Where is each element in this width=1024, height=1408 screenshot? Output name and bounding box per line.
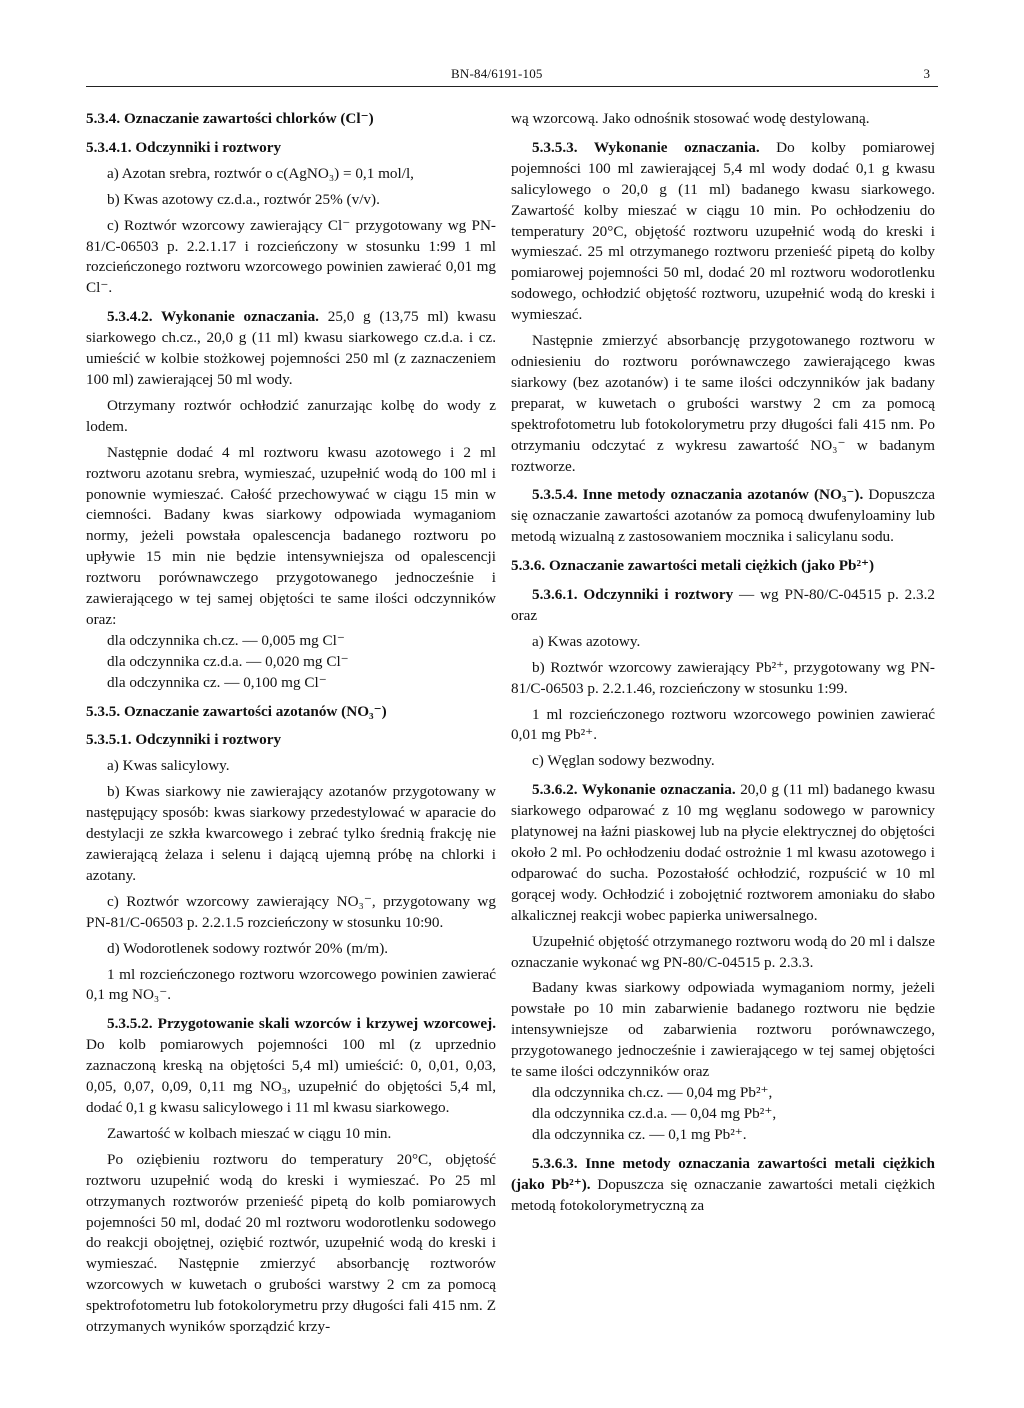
paragraph: Badany kwas siarkowy odpowiada wymaganiom normy, jeżeli powstałe po 10 min zabarwienie badanego roztworu nie będzie intensywniejsze od zabarwienia roztworu porównawczego, przygotowanego jednocześnie i zawierającego w tej samej objętości te same ilości odczynników oraz <box>511 979 935 1081</box>
paragraph: a) Azotan srebra, roztwór o c(AgNO₃) = 0,1 mol/l, <box>107 164 414 182</box>
left-column <box>86 109 496 1338</box>
paragraph: c) Roztwór wzorcowy zawierający NO₃⁻, przygotowany wg PN-81/C-06503 p. 2.2.1.5 rozcieńczony w stosunku 10:90. <box>86 892 496 931</box>
section-heading: 5.3.4.1. Odczynniki i roztwory <box>86 138 282 156</box>
section-heading: 5.3.5.2. Przygotowanie skali wzorców i krzywej wzorcowej. <box>107 1015 496 1033</box>
section-heading: 5.3.6. Oznaczanie zawartości metali ciężkich (jako Pb²⁺) <box>511 557 875 575</box>
limit-line: dla odczynnika ch.cz. — 0,04 mg Pb²⁺, <box>532 1083 773 1101</box>
paragraph: Następnie dodać 4 ml roztworu kwasu azotowego i 2 ml roztworu azotanu srebra, wymieszać, uzupełnić wodą do 100 ml i ponownie wymieszać. Całość przechowywać w ciągu 15 min w ciemności. Badany kwas siarkowy odpowiada wymaganiom normy, jeżeli powstała opalescencja badanego roztworu po upływie 15 min nie będzie intensywniejsza od opalescencji roztworu porównawczego przygotowanego jednocześnie i zawierającego w tej samej objętości te same ilości odczynników oraz: <box>86 443 496 628</box>
section-paragraph <box>511 1154 935 1217</box>
paragraph-text: 25,0 g (13,75 ml) kwasu siarkowego ch.cz., 20,0 g (11 ml) kwasu siarkowego cz.d.a. i cz. umieścić w kolbie stożkowej pojemności 250 ml (z zaznaczeniem 100 ml) zawierającej 50 ml wody. <box>86 308 496 388</box>
paragraph: 1 ml rozcieńczonego roztworu wzorcowego powinien zawierać 0,01 mg Pb²⁺. <box>511 705 935 744</box>
paragraph: Zawartość w kolbach mieszać w ciągu 10 min. <box>107 1124 392 1142</box>
header-rule <box>86 86 938 87</box>
section-paragraph <box>511 485 935 548</box>
paragraph: Następnie zmierzyć absorbancję przygotowanego roztworu w odniesieniu do roztworu porównawczego zawierającego kwas siarkowy (bez azotanów) i te same ilości odczynników jak badany preparat, w kuwetach o grubości warstwy 2 cm za pomocą spektrofotometru lub fotokolorymetru przy długości fali 415 nm. Po otrzymaniu odczytać z wykresu zawartość NO₃⁻ w badanym roztworze. <box>511 332 935 475</box>
paragraph: Otrzymany roztwór ochłodzić zanurzając kolbę do wody z lodem. <box>86 396 496 435</box>
limit-line: dla odczynnika cz. — 0,100 mg Cl⁻ <box>107 673 327 691</box>
section-heading: 5.3.6.1. Odczynniki i roztwory <box>532 586 734 604</box>
section-paragraph <box>511 585 935 627</box>
paragraph: a) Kwas azotowy. <box>532 632 641 650</box>
paragraph: b) Kwas siarkowy nie zawierający azotanów przygotowany w następujący sposób: kwas siarkowy przedestylować w aparacie do destylacji ze szkła kwarcowego i zebrać tylko średnią frakcję nie zawierającą żelaza i selenu i dającą ujemną próbę na chlorki i azotany. <box>86 783 496 884</box>
section-heading: 5.3.5. Oznaczanie zawartości azotanów (NO₃⁻) <box>86 702 387 720</box>
section-paragraph <box>86 307 496 391</box>
limit-line: dla odczynnika cz.d.a. — 0,04 mg Pb²⁺, <box>532 1104 777 1122</box>
paragraph-text: Do kolby pomiarowej pojemności 100 ml zawierającej 5,4 ml wody dodać 0,1 g kwasu salicylowego o 20,0 g (11 ml) badanego kwasu siarkowego. Zawartość kolby mieszać w ciągu 10 min. Po ochłodzeniu do temperatury 20°C, objętość roztworu uzupełnić wodą do kreski i wymieszać. 25 ml otrzymanego roztworu przenieść pipetą do kolby pomiarowej pojemności 50 ml, dodać 20 ml roztworu wodorotlenku sodowego, ochłodzić objętość roztworu, uzupełnić wodą do kreski i wymieszać. <box>511 138 935 324</box>
section-paragraph <box>511 780 935 926</box>
right-column <box>511 109 935 1216</box>
page-number: 3 <box>923 66 930 81</box>
section-paragraph <box>86 1014 496 1119</box>
paragraph: Uzupełnić objętość otrzymanego roztworu wodą do 20 ml i dalsze oznaczanie wykonać wg PN-80/C-04515 p. 2.3.3. <box>511 932 935 971</box>
section-heading: 5.3.6.2. Wykonanie oznaczania. <box>532 781 736 799</box>
paragraph: a) Kwas salicylowy. <box>107 757 230 775</box>
section-heading: 5.3.5.3. Wykonanie oznaczania. <box>532 138 760 156</box>
paragraph: c) Roztwór wzorcowy zawierający Cl⁻ przygotowany wg PN-81/C-06503 p. 2.2.1.17 i rozcieńczony w stosunku 1:99 1 ml rozcieńczonego roztworu wzorcowego powinien zawierać 0,01 mg Cl⁻. <box>86 216 496 297</box>
paragraph: Po oziębieniu roztworu do temperatury 20°C, objętość roztworu uzupełnić wodą do kreski i wymieszać. Po 25 ml otrzymanych roztworów przenieść pipetą do kolb pomiarowych pojemności 50 ml, dodać 20 ml roztworu wodorotlenku sodowego do reakcji obojętnej, oziębić roztwór, uzupełnić wodą do kreski i wymieszać. Następnie zmierzyć absorbancję roztworów wzorcowych w kuwetach o grubości warstwy 2 cm za pomocą spektrofotometru lub fotokolorymetru przy długości fali 415 nm. Z otrzymanych wyników sporządzić krzy- <box>86 1150 496 1336</box>
paragraph-text: Dopuszcza się oznaczanie zawartości metali ciężkich metodą fotokolorymetryczną za <box>511 1175 935 1214</box>
paragraph-text: 20,0 g (11 ml) badanego kwasu siarkowego odparować z 10 mg węglanu sodowego w parownicy platynowej na łaźni piaskowej lub na płycie elektrycznej do objętości około 2 ml. Po ochłodzeniu dodać ostrożnie 1 ml kwasu azotowego i odparować do sucha. Pozostałość ochłodzić, rozpuścić w 10 ml gorącej wody. Ochłodzić i zobojętnić roztworem amoniaku do słabo alkalicznej reakcji wobec papierka uniwersalnego. <box>511 781 935 924</box>
limit-line: dla odczynnika cz.d.a. — 0,020 mg Cl⁻ <box>107 652 349 670</box>
paragraph-continuation: wą wzorcową. Jako odnośnik stosować wodę destylowaną. <box>511 110 870 127</box>
section-heading: 5.3.4.2. Wykonanie oznaczania. <box>107 308 319 326</box>
section-heading: 5.3.4. Oznaczanie zawartości chlorków (Cl⁻) <box>86 110 374 127</box>
section-heading: 5.3.6.3. Inne metody oznaczania zawartości metali ciężkich (jako Pb²⁺). <box>511 1154 935 1193</box>
document-code: BN-84/6191-105 <box>451 66 543 81</box>
limit-line: dla odczynnika cz. — 0,1 mg Pb²⁺. <box>532 1125 747 1143</box>
limit-line: dla odczynnika ch.cz. — 0,005 mg Cl⁻ <box>107 631 345 649</box>
paragraph-text: — wg PN-80/C-04515 p. 2.3.2 oraz <box>511 586 935 624</box>
section-heading: 5.3.5.1. Odczynniki i roztwory <box>86 731 282 749</box>
section-heading: 5.3.5.4. Inne metody oznaczania azotanów (NO₃⁻). <box>532 486 864 504</box>
paragraph: b) Roztwór wzorcowy zawierający Pb²⁺, przygotowany wg PN-81/C-06503 p. 2.2.1.46, rozcieńczony w stosunku 1:99. <box>511 658 935 697</box>
paragraph: 1 ml rozcieńczonego roztworu wzorcowego powinien zawierać 0,1 mg NO₃⁻. <box>86 965 496 1004</box>
paragraph-text: Dopuszcza się oznaczanie zawartości azotanów za pomocą dwufenyloaminy lub metodą wizualną z zastosowaniem mocznika i salicylanu sodu. <box>511 486 935 546</box>
paragraph: d) Wodorotlenek sodowy roztwór 20% (m/m). <box>107 939 389 957</box>
paragraph-text: Do kolb pomiarowych pojemności 100 ml (z uprzednio zaznaczoną kreską na objętości 5,4 ml) umieścić: 0, 0,01, 0,03, 0,05, 0,07, 0,09, 0,11 mg NO₃, uzupełnić do objętości 5,4 ml, dodać 0,1 g kwasu salicylowego i 11 ml kwasu siarkowego. <box>86 1036 496 1116</box>
page-header <box>86 66 938 86</box>
paragraph: b) Kwas azotowy cz.d.a., roztwór 25% (v/v). <box>107 190 380 208</box>
paragraph: c) Węglan sodowy bezwodny. <box>532 752 715 770</box>
section-paragraph <box>511 138 935 326</box>
